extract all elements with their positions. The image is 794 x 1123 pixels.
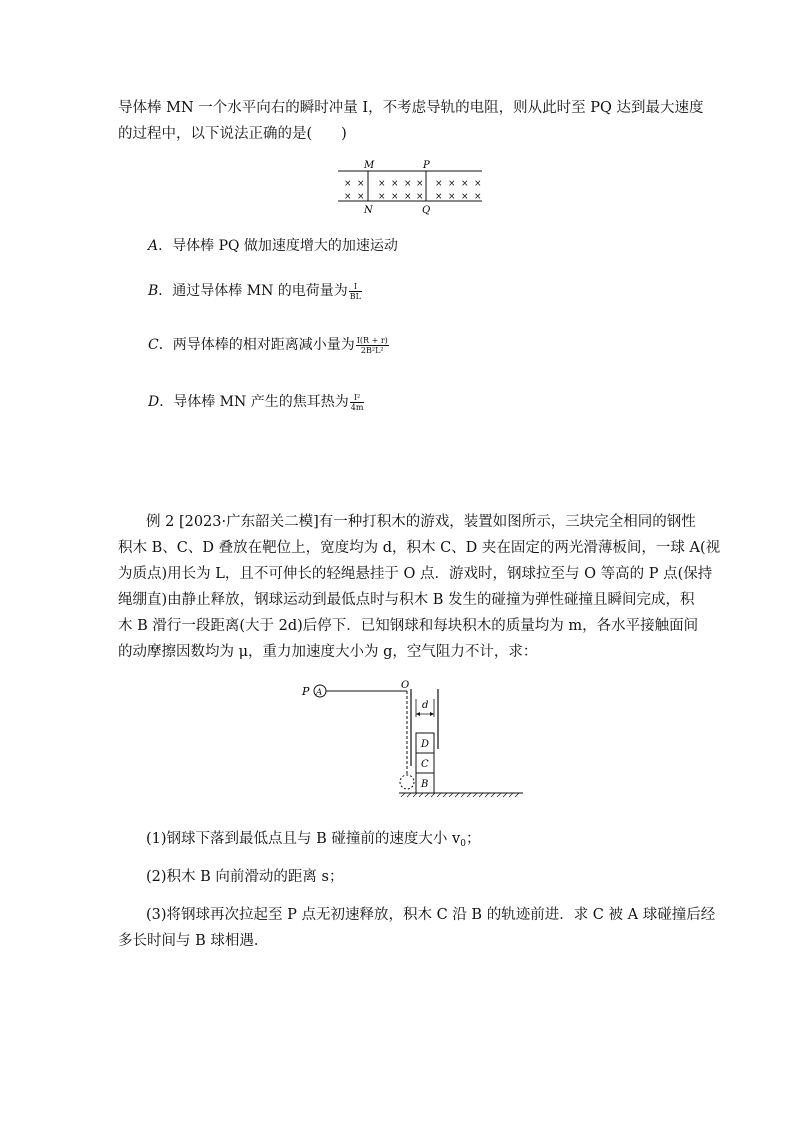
field-mark: × [378,179,386,189]
option-b-fraction [349,282,362,301]
label-m: M [364,160,375,171]
fraction-denominator: BL [349,291,361,301]
ground-hatching [401,793,519,797]
field-mark: × [461,179,469,189]
field-mark: × [461,192,469,202]
option-a [148,236,398,256]
field-mark: × [435,179,443,189]
subquestion-1 [146,829,480,854]
option-c-text: ．两导体棒的相对距离减小量为 [158,337,355,353]
option-b-label: B [148,283,159,299]
option-d-label: D [148,394,160,410]
q1-stem-line2: 的过程中，以下说法正确的是( ) [118,126,347,142]
label-p: P [302,685,310,698]
field-mark: × [378,192,386,202]
field-mark: × [448,192,456,202]
option-a-label: A [148,238,159,254]
subquestion-3-line2: 多长时间与 B 球相遇． [118,933,269,949]
example2-line1: 例 2 [2023·广东韶关二模]有一种打积木的游戏，装置如图所示，三块完全相同的钢性 [146,514,696,530]
option-c [148,335,389,355]
field-mark: × [416,179,424,189]
label-block-c: C [421,759,429,770]
example2-line4: 绳绷直)由静止释放，钢球运动到最低点时与积木 B 发生的碰撞为弹性碰撞且瞬间完成，积 [118,592,695,608]
arrow-head-right [430,712,434,716]
subquestion-3-line1: (3)将钢球再次拉起至 P 点无初速释放，积木 C 沿 B 的轨迹前进．求 C 被 A 球碰撞后经 [146,907,716,923]
field-mark: × [344,192,352,202]
option-d-fraction [350,393,365,412]
option-d [148,392,364,412]
example2-line3: 为质点)用长为 L，且不可伸长的轻绳悬挂于 O 点．游戏时，钢球拉至与 O 等高的 P 点(保持 [118,566,713,582]
field-mark: × [416,192,424,202]
fraction-numerator: I(R + r) [356,335,388,345]
option-d-text: ．导体棒 MN 产生的焦耳热为 [159,394,349,410]
blocks-figure [295,675,530,805]
label-p: P [423,160,430,171]
label-d: d [422,700,429,711]
fraction-numerator: I² [350,393,365,403]
field-mark: × [474,179,482,189]
label-a: A [316,687,323,698]
option-c-label: C [148,337,159,353]
rails-figure [330,155,490,217]
field-mark: × [344,179,352,189]
example2-line6: 的动摩擦因数均为 μ，重力加速度大小为 g，空气阻力不计，求： [118,644,538,660]
option-c-fraction [356,336,389,355]
fraction-denominator: 4m [350,402,364,412]
field-mark: × [391,179,399,189]
ball-dashed [400,775,414,789]
option-a-text: ．导体棒 PQ 做加速度增大的加速运动 [158,238,398,254]
field-mark: × [474,192,482,202]
q1-stem-line1: 导体棒 MN 一个水平向右的瞬时冲量 I，不考虑导轨的电阻，则从此时至 PQ 达到最大速度 [118,100,704,116]
label-n: N [364,205,373,216]
field-mark: × [404,179,412,189]
field-mark: × [357,179,365,189]
label-o: O [401,680,410,691]
field-marks [344,179,482,202]
option-b-text: ．通过导体棒 MN 的电荷量为 [158,283,348,299]
field-mark: × [391,192,399,202]
example2-line5: 木 B 滑行一段距离(大于 2d)后停下．已知钢球和每块积木的质量均为 m，各水平接触面间 [118,618,699,634]
option-b [148,281,362,301]
subquestion-1-end: ； [465,831,481,847]
subquestion-2: (2)积木 B 向前滑动的距离 s； [146,869,344,885]
label-q: Q [422,205,431,216]
fraction-numerator: I [349,282,362,292]
arrow-head-left [416,712,420,716]
fraction-denominator: 2B²L² [360,345,384,355]
label-block-b: B [421,779,429,790]
subquestion-1-text: (1)钢球下落到最低点且与 B 碰撞前的速度大小 v [146,831,461,847]
label-block-d: D [421,739,430,750]
field-mark: × [404,192,412,202]
field-mark: × [357,192,365,202]
subquestion-1-subscript: 0 [460,839,466,849]
field-mark: × [435,192,443,202]
field-mark: × [448,179,456,189]
example2-line2: 积木 B、C、D 叠放在靶位上，宽度均为 d，积木 C、D 夹在固定的两光滑薄板间，一球 A(视 [118,540,721,556]
